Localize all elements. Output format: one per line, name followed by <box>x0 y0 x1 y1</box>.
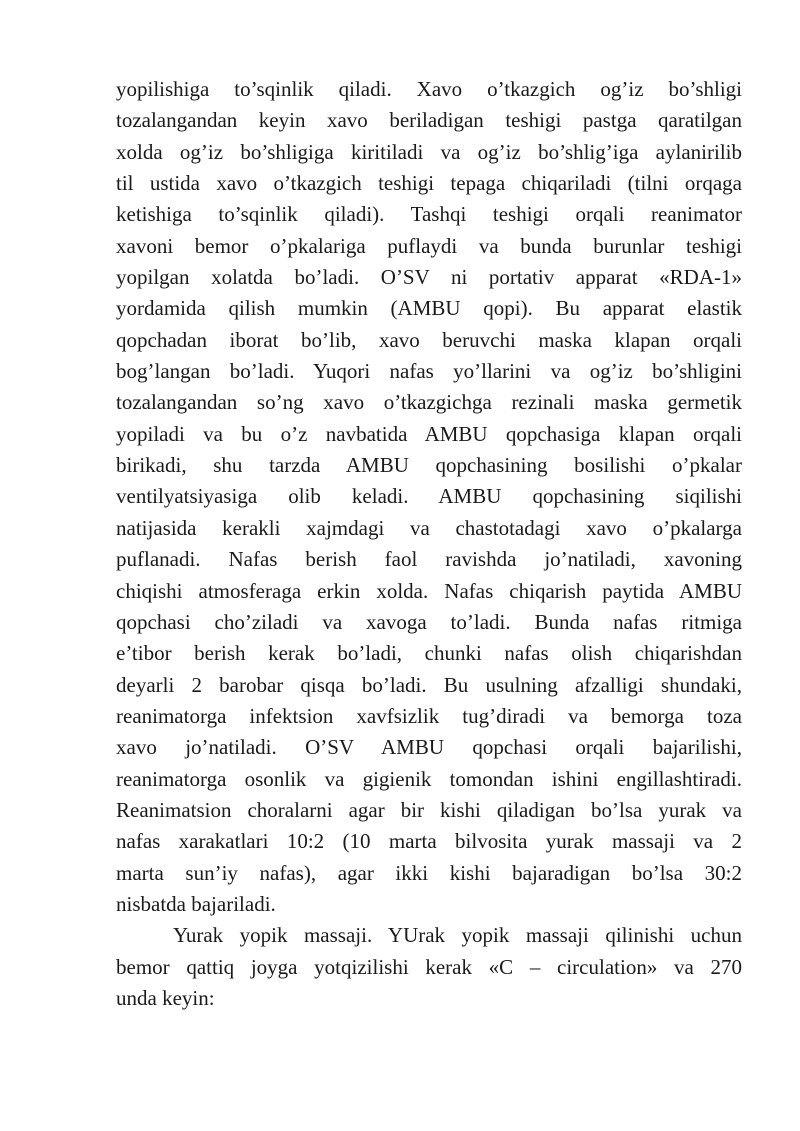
text-line: xavo jo’natiladi. O’SV AMBU qopchasi orqali bajarilishi, <box>116 735 742 760</box>
text-line: natijasida kerakli xajmdagi va chastotadagi xavo o’pkalarga <box>116 515 742 540</box>
text-line: nisbatda bajariladi. <box>116 891 276 916</box>
text-line: xolda og’iz bo’shligiga kiritiladi va og’iz bo’shlig’iga aylanirilib <box>116 139 742 164</box>
text-line: deyarli 2 barobar qisqa bo’ladi. Bu usulning afzalligi shundaki, <box>116 672 742 697</box>
text-line: yopilgan xolatda bo’ladi. O’SV ni portativ apparat «RDA-1» <box>116 265 742 290</box>
text-line: yordamida qilish mumkin (AMBU qopi). Bu apparat elastik <box>116 296 742 321</box>
text-line: birikadi, shu tarzda AMBU qopchasining bosilishi o’pkalar <box>116 453 742 478</box>
paragraph-body <box>116 74 742 920</box>
text-line: puflanadi. Nafas berish faol ravishda jo’natiladi, xavoning <box>116 547 742 572</box>
text-line: chiqishi atmosferaga erkin xolda. Nafas chiqarish paytida AMBU <box>116 578 742 603</box>
text-line: ventilyatsiyasiga olib keladi. AMBU qopchasining siqilishi <box>116 484 742 509</box>
text-line: tozalangandan so’ng xavo o’tkazgichga rezinali maska germetik <box>116 390 742 415</box>
text-line: til ustida xavo o’tkazgich teshigi tepaga chiqariladi (tilni orqaga <box>116 171 742 196</box>
text-line: tozalangandan keyin xavo beriladigan teshigi pastga qaratilgan <box>116 108 742 133</box>
text-line: marta sun’iy nafas), agar ikki kishi bajaradigan bo’lsa 30:2 <box>116 860 742 885</box>
text-line: ketishiga to’sqinlik qiladi). Tashqi teshigi orqali reanimator <box>116 202 742 227</box>
text-line: yopilishiga to’sqinlik qiladi. Xavo o’tkazgich og’iz bo’shligi <box>116 77 742 101</box>
text-line: nafas xarakatlari 10:2 (10 marta bilvosita yurak massaji va 2 <box>116 829 742 854</box>
text-line: qopchasi cho’ziladi va xavoga to’ladi. Bunda nafas ritmiga <box>116 609 742 634</box>
text-line: e’tibor berish kerak bo’ladi, chunki nafas olish chiqarishdan <box>116 641 742 666</box>
text-line: xavoni bemor o’pkalariga puflaydi va bunda burunlar teshigi <box>116 233 742 258</box>
text-line: qopchadan iborat bo’lib, xavo beruvchi maska klapan orqali <box>116 327 742 352</box>
text-line: bemor qattiq joyga yotqizilishi kerak «C – circulation» va 270 <box>116 954 742 979</box>
text-line: reanimatorga infektsion xavfsizlik tug’diradi va bemorga toza <box>116 703 742 728</box>
document-page <box>116 74 742 1014</box>
text-line: yopiladi va bu o’z navbatida AMBU qopchasiga klapan orqali <box>116 421 742 446</box>
text-line: Reanimatsion choralarni agar bir kishi qiladigan bo’lsa yurak va <box>116 797 742 822</box>
text-line: unda keyin: <box>116 985 215 1010</box>
paragraph-section <box>116 920 742 1014</box>
text-line: bog’langan bo’ladi. Yuqori nafas yo’llarini va og’iz bo’shligini <box>116 359 742 384</box>
text-line: reanimatorga osonlik va gigienik tomondan ishini engillashtiradi. <box>116 766 742 791</box>
text-line: Yurak yopik massaji. YUrak yopik massaji qilinishi uchun <box>173 923 742 948</box>
